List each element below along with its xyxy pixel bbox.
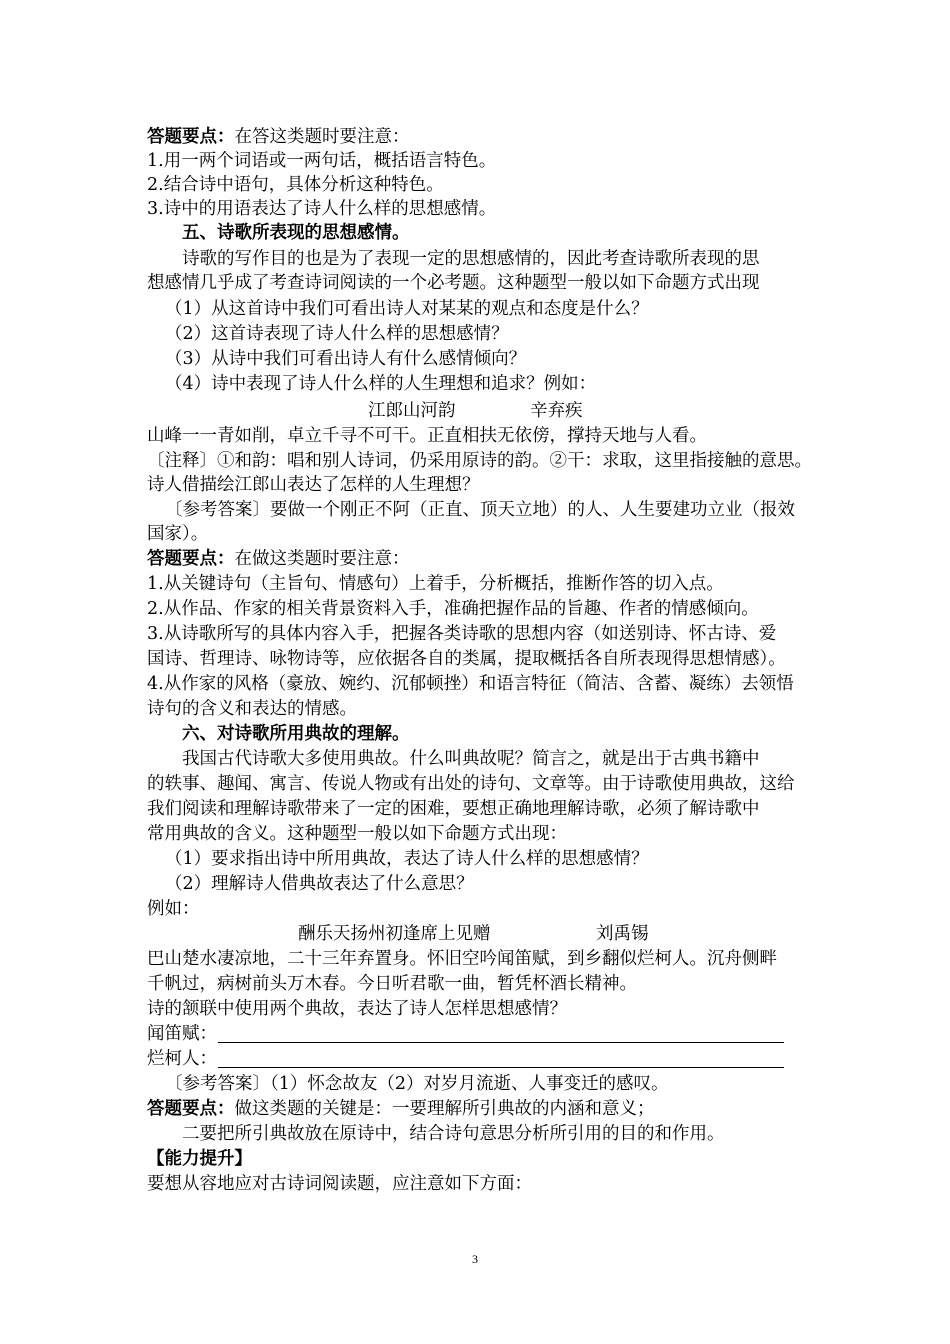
ability-heading: 【能力提升】 — [147, 1149, 252, 1169]
s5-question: 诗人借描绘江郎山表达了怎样的人生理想？ — [147, 475, 480, 495]
poem-title: 江郎山河韵 — [368, 401, 456, 421]
s5-tip-4b: 诗句的含义和表达的情感。 — [147, 699, 357, 719]
tip-label: 答题要点： — [147, 549, 235, 569]
s5-tip-4a: 4.从作家的风格（豪放、婉约、沉郁顿挫）和语言特征（简洁、含蓄、凝练）去领悟 — [147, 674, 794, 694]
page-number: 3 — [472, 1252, 478, 1266]
s5-answer-line-2: 国家）。 — [147, 524, 209, 544]
s6-intro-1: 我国古代诗歌大多使用典故。什么叫典故呢？简言之，就是出于古典书籍中 — [182, 749, 760, 769]
s5-tip-3a: 3.从诗歌所写的具体内容入手，把握各类诗歌的思想内容（如送别诗、怀古诗、爱 — [147, 624, 777, 644]
s5-intro-line-1: 诗歌的写作目的也是为了表现一定的思想感情的，因此考查诗歌所表现的思 — [182, 249, 760, 269]
tip-label: 答题要点： — [147, 127, 235, 147]
blank-label-2: 烂柯人： — [147, 1049, 217, 1069]
s5-tip-2: 2.从作品、作家的相关背景资料入手，准确把握作品的旨趣、作者的情感倾向。 — [147, 599, 759, 619]
tip-text: 做这类题的关键是：一要理解所引典故的内涵和意义； — [234, 1099, 655, 1119]
s6-answer: 〔参考答案〕（1）怀念故友（2）对岁月流逝、人事变迁的感叹。 — [165, 1074, 669, 1094]
ability-text: 要想从容地应对古诗词阅读题，应注意如下方面： — [147, 1174, 532, 1194]
s6-intro-4: 常用典故的含义。这种题型一般以如下命题方式出现： — [147, 824, 567, 844]
poem-text: 山峰一一青如削，卓立千寻不可干。正直相扶无依傍，撑持天地与人看。 — [147, 426, 707, 446]
point-2: 2.结合诗中语句，具体分析这种特色。 — [147, 175, 444, 195]
point-1: 1.用一两个词语或一两句话，概括语言特色。 — [147, 151, 497, 171]
poem-2-line-1: 巴山楚水凄凉地，二十三年弃置身。怀旧空吟闻笛赋，到乡翻似烂柯人。沉舟侧畔 — [147, 949, 777, 969]
section-6-heading: 六、对诗歌所用典故的理解。 — [182, 724, 410, 744]
example-label: 例如： — [147, 899, 200, 919]
s5-intro-line-2: 想感情几乎成了考查诗词阅读的一个必考题。这种题型一般以如下命题方式出现 — [147, 273, 760, 293]
s5-tip-1: 1.从关键诗句（主旨句、情感句）上着手，分析概括，推断作答的切入点。 — [147, 574, 724, 594]
tip-line-s4 — [147, 125, 410, 149]
s6-question: 诗的颔联中使用两个典故，表达了诗人怎样思想感情？ — [147, 999, 567, 1019]
s6-question-2: （2）理解诗人借典故表达了什么意思？ — [165, 874, 474, 894]
s5-question-2: （2）这首诗表现了诗人什么样的思想感情？ — [165, 324, 509, 344]
section-5-heading: 五、诗歌所表现的思想感情。 — [182, 223, 410, 243]
s5-question-3: （3）从诗中我们可看出诗人有什么感情倾向？ — [165, 349, 527, 369]
poem-note: 〔注释〕①和韵：唱和别人诗词，仍采用原诗的韵。②干：求取，这里指接触的意思。 — [147, 451, 812, 471]
tip-text: 在答这类题时要注意： — [234, 127, 410, 147]
answer-blank-1[interactable] — [218, 1042, 784, 1043]
tip-text: 在做这类题时要注意： — [234, 549, 410, 569]
s5-answer-line-1: 〔参考答案〕要做一个刚正不阿（正直、顶天立地）的人、人生要建功立业（报效 — [165, 500, 795, 520]
s6-intro-3: 我们阅读和理解诗歌带来了一定的困难，要想正确地理解诗歌，必须了解诗歌中 — [147, 799, 760, 819]
point-3: 3.诗中的用语表达了诗人什么样的思想感情。 — [147, 199, 497, 219]
poem-2-line-2: 千帆过，病树前头万木春。今日听君歌一曲，暂凭杯酒长精神。 — [147, 974, 637, 994]
s6-tip-continued: 二要把所引典故放在原诗中，结合诗句意思分析所引用的目的和作用。 — [182, 1124, 725, 1144]
blank-label-1: 闻笛赋： — [147, 1024, 217, 1044]
s6-intro-2: 的轶事、趣闻、寓言、传说人物或有出处的诗句、文章等。由于诗歌使用典故，这给 — [147, 774, 795, 794]
answer-blank-2[interactable] — [218, 1067, 784, 1068]
s5-question-1: （1）从这首诗中我们可看出诗人对某某的观点和态度是什么？ — [165, 299, 649, 319]
tip-label: 答题要点： — [147, 1099, 235, 1119]
poem-author: 辛弃疾 — [530, 401, 583, 421]
s5-question-4: （4）诗中表现了诗人什么样的人生理想和追求？例如： — [165, 374, 597, 394]
tip-line-s5 — [147, 547, 410, 571]
poem-title-2: 酬乐天扬州初逢席上见赠 — [298, 924, 491, 944]
s6-question-1: （1）要求指出诗中所用典故，表达了诗人什么样的思想感情？ — [165, 849, 649, 869]
s5-tip-3b: 国诗、哲理诗、咏物诗等，应依据各自的类属，提取概括各自所表现得思想情感）。 — [147, 649, 786, 669]
poem-author-2: 刘禹锡 — [596, 924, 649, 944]
tip-line-s6 — [147, 1097, 655, 1121]
